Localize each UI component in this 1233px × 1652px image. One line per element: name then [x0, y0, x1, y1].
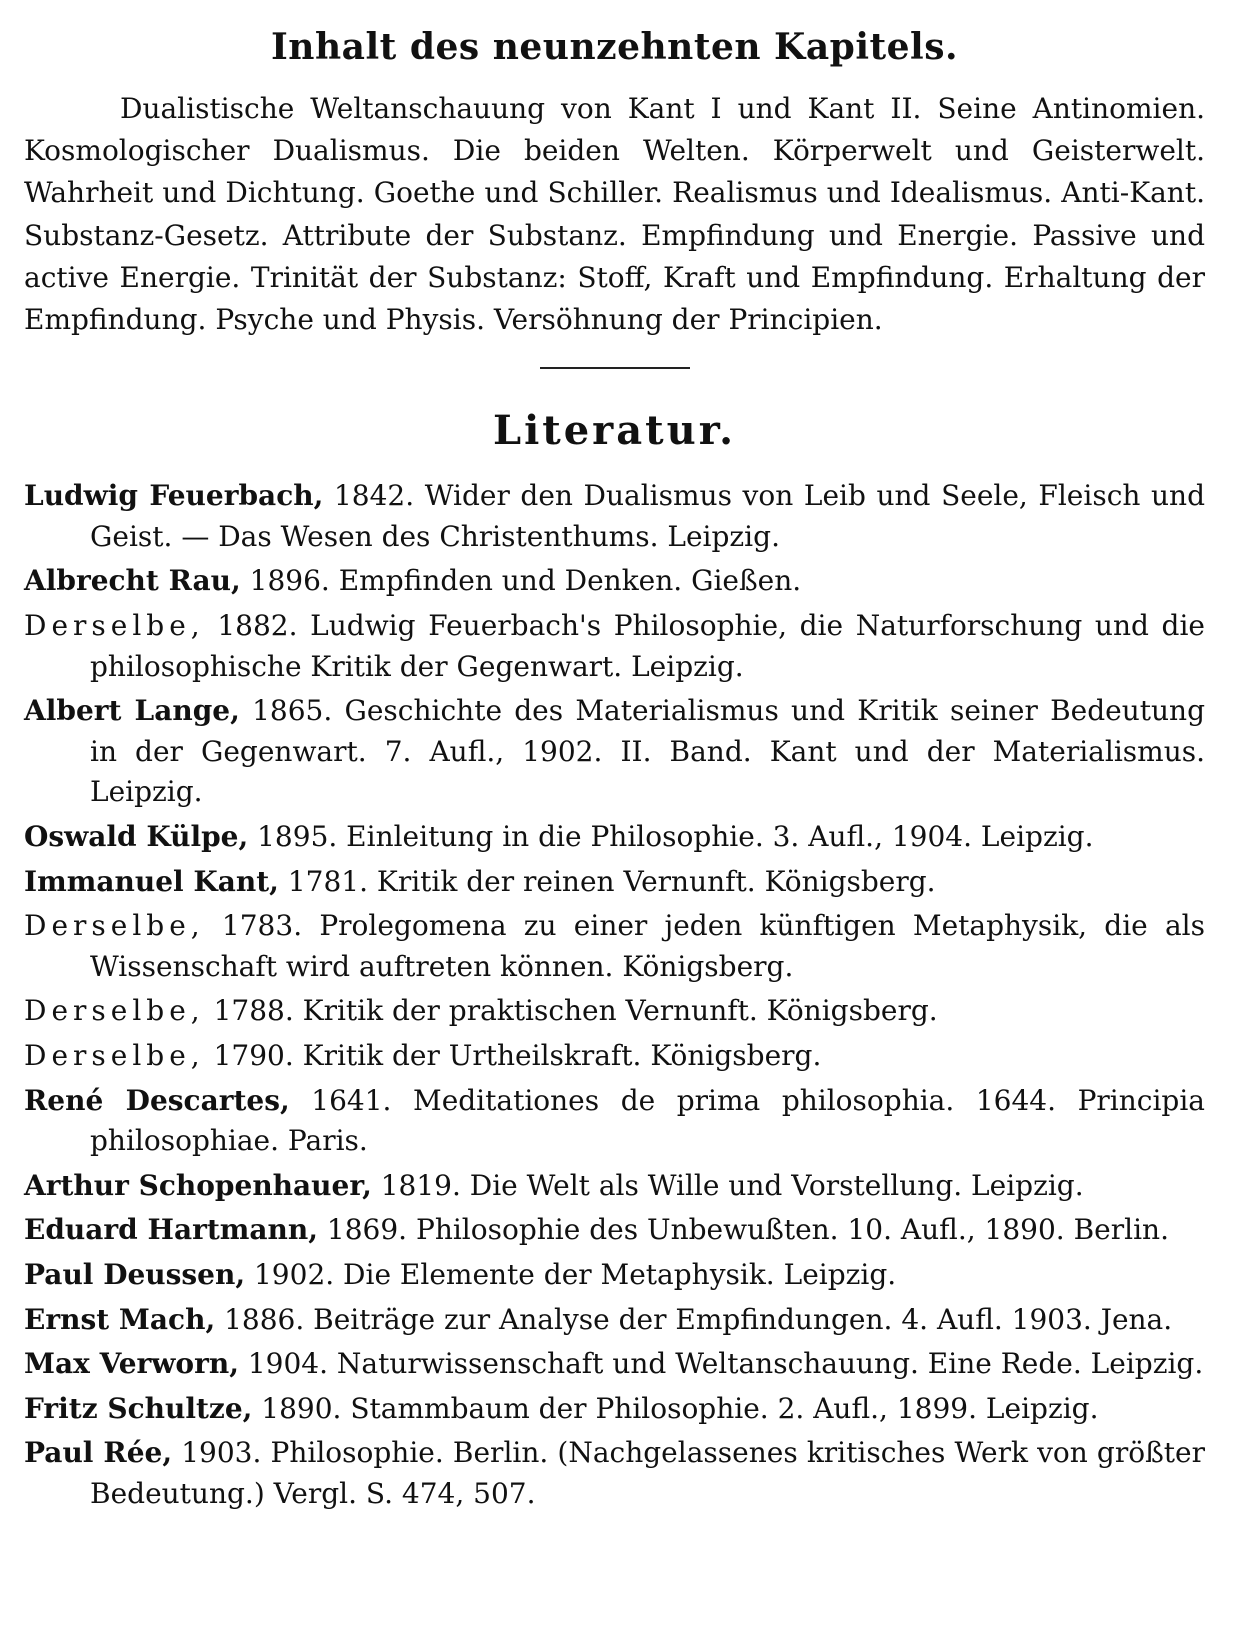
literature-entry: [24, 1036, 1205, 1077]
literature-entry: [24, 862, 1205, 903]
entry-author: Derselbe,: [24, 1038, 205, 1072]
section-divider: [540, 367, 690, 369]
literature-entry: [24, 906, 1205, 987]
entry-text: 1896. Empfinden und Denken. Gießen.: [240, 564, 802, 598]
entry-text: 1890. Stammbaum der Philosophie. 2. Aufl., 1899. Leipzig.: [252, 1391, 1099, 1425]
literature-entry: [24, 1300, 1205, 1341]
entry-text: 1869. Philosophie des Unbewußten. 10. Aufl., 1890. Berlin.: [318, 1213, 1169, 1247]
entry-text: 1902. Die Elemente der Metaphysik. Leipzig.: [245, 1257, 897, 1291]
entry-author: Arthur Schopenhauer,: [24, 1168, 372, 1202]
literature-entry: [24, 1344, 1205, 1385]
literature-entry: [24, 1166, 1205, 1207]
entry-text: 1895. Einleitung in die Philosophie. 3. Aufl., 1904. Leipzig.: [248, 819, 1094, 853]
literature-entry: [24, 1389, 1205, 1430]
literature-entry: [24, 1081, 1205, 1162]
entry-author: Ernst Mach,: [24, 1302, 216, 1336]
literature-entry: [24, 476, 1205, 557]
literature-title: Literatur.: [492, 407, 737, 455]
literature-entry: [24, 1433, 1205, 1514]
entry-author: Fritz Schultze,: [24, 1391, 253, 1425]
entry-author: René Descartes,: [24, 1083, 290, 1117]
entry-text: 1788. Kritik der praktischen Vernunft. Königsberg.: [204, 994, 938, 1028]
entry-author: Oswald Külpe,: [24, 819, 249, 853]
entry-text: 1904. Naturwissenschaft und Weltanschauung. Eine Rede. Leipzig.: [238, 1347, 1204, 1381]
entry-text: 1882. Ludwig Feuerbach's Philosophie, die Naturforschung und die philosophische Kritik der Gegenwart. Leipzig.: [90, 609, 1205, 683]
literature-entry: [24, 1255, 1205, 1296]
entry-author: Albrecht Rau,: [24, 564, 241, 598]
entry-author: Eduard Hartmann,: [24, 1213, 319, 1247]
entry-author: Albert Lange,: [24, 694, 240, 728]
chapter-summary: Dualistische Weltanschauung von Kant I und Kant II. Seine Antinomien. Kosmologischer Dualismus. Die beiden Welten. Körperwelt und Geisterwelt. Wahrheit und Dichtung. Goethe und Schiller. Realismus und Idealismus. Anti-Kant. Substanz-Gesetz. Attribute der Substanz. Empfindung und Energie. Passive und active Energie. Trinität der Substanz: Stoff, Kraft und Empfindung. Erhaltung der Empfindung. Psyche und Physis. Versöhnung der Principien.: [24, 92, 1205, 337]
literature-entry: [24, 691, 1205, 813]
entry-text: 1842. Wider den Dualismus von Leib und Seele, Fleisch und Geist. — Das Wesen des Christenthums. Leipzig.: [90, 479, 1205, 553]
entry-author: Paul Deussen,: [24, 1257, 246, 1291]
entry-author: Paul Rée,: [24, 1436, 173, 1470]
entry-text: 1783. Prolegomena zu einer jeden künftigen Metaphysik, die als Wissenschaft wird auftreten können. Königsberg.: [90, 909, 1205, 983]
literature-list: [24, 476, 1205, 1514]
entry-author: Derselbe,: [24, 609, 205, 642]
entry-text: 1790. Kritik der Urtheilskraft. Königsberg.: [204, 1038, 822, 1072]
literature-entry: [24, 1210, 1205, 1251]
entry-author: Derselbe,: [24, 909, 205, 943]
entry-author: Ludwig Feuerbach,: [24, 479, 324, 513]
entry-text: 1886. Beiträge zur Analyse der Empfindungen. 4. Aufl. 1903. Jena.: [215, 1302, 1173, 1336]
entry-text: 1641. Meditationes de prima philosophia. 1644. Principia philosophiae. Paris.: [90, 1083, 1205, 1158]
entry-author: Max Verworn,: [24, 1347, 239, 1381]
entry-text: 1781. Kritik der reinen Vernunft. Königsberg.: [278, 864, 936, 898]
literature-entry: [24, 561, 1205, 602]
entry-text: 1903. Philosophie. Berlin. (Nachgelassenes kritisches Werk von größter Bedeutung.) Vergl. S. 474, 507.: [90, 1436, 1205, 1510]
entry-text: 1819. Die Welt als Wille und Vorstellung. Leipzig.: [371, 1168, 1084, 1202]
chapter-contents-title: Inhalt des neunzehnten Kapitels.: [270, 26, 959, 68]
entry-author: Immanuel Kant,: [24, 864, 279, 898]
literature-entry: [24, 606, 1205, 687]
literature-entry: [24, 817, 1205, 858]
literature-entry: [24, 991, 1205, 1032]
entry-text: 1865. Geschichte des Materialismus und Kritik seiner Bedeutung in der Gegenwart. 7. Aufl., 1902. II. Band. Kant und der Materialismus. Leipzig.: [90, 694, 1205, 809]
entry-author: Derselbe,: [24, 994, 205, 1028]
